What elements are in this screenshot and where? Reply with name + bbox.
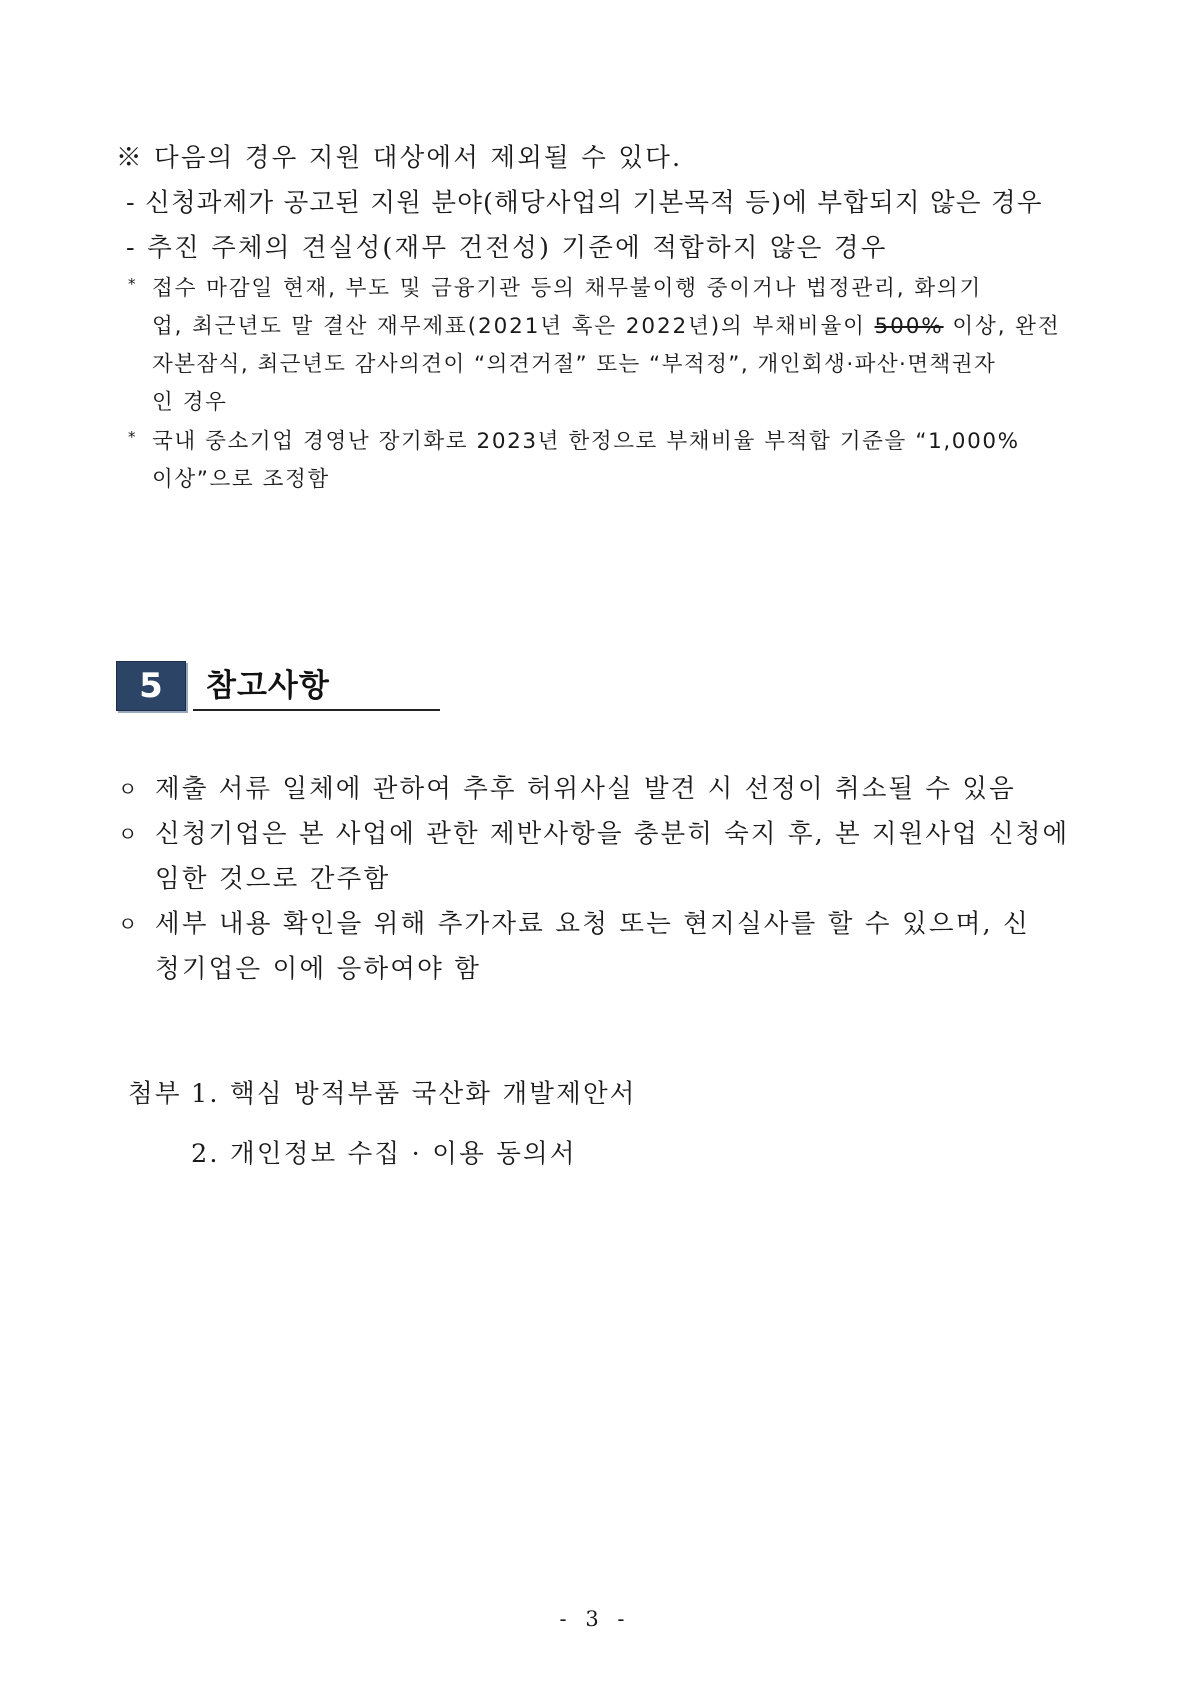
section-item-bullet: ㅇ <box>118 822 140 846</box>
section-item-3-line2: 청기업은 이에 응하여야 함 <box>155 954 482 984</box>
section-title: 참고사항 <box>206 668 330 704</box>
section-item-3-line1: 세부 내용 확인을 위해 추가자료 요청 또는 현지실사를 할 수 있으며, 신 <box>155 909 1030 939</box>
note2-line1: 국내 중소기업 경영난 장기화로 2023년 한정으로 부채비율 부적합 기준을 “1,000% <box>152 429 1020 454</box>
section-item-2-line1: 신청기업은 본 사업에 관한 제반사항을 충분히 숙지 후, 본 지원사업 신청에 <box>155 819 1070 849</box>
note2-line2: 이상”으로 조정함 <box>152 467 330 492</box>
section-item-1-line1: 제출 서류 일체에 관하여 추후 허위사실 발견 시 선정이 취소될 수 있음 <box>155 774 1016 804</box>
exclusion-item-2: - 추진 주체의 견실성(재무 건전성) 기준에 적합하지 않은 경우 <box>126 233 888 263</box>
note1-line1: 접수 마감일 현재, 부도 및 금융기관 등의 채무불이행 중이거나 법정관리, 화의기 <box>152 276 983 301</box>
section-item-2-line2: 임한 것으로 간주함 <box>155 864 391 894</box>
attachment-item-1: 1. 핵심 방적부품 국산화 개발제안서 <box>191 1079 637 1109</box>
section-number-badge: 5 <box>116 661 186 711</box>
note1-line2 <box>152 309 1061 340</box>
attachments-label: 첨부 <box>128 1079 182 1109</box>
section-item-bullet: ㅇ <box>118 912 140 936</box>
page-number: - 3 - <box>559 1607 631 1631</box>
note1-line2-before: 업, 최근년도 말 결산 재무제표(2021년 혹은 2022년)의 부채비율이 <box>152 314 875 339</box>
section-title-underline <box>193 709 440 711</box>
note1-line3: 자본잠식, 최근년도 감사의견이 “의견거절” 또는 “부적정”, 개인회생·파산·면책권자 <box>152 352 997 377</box>
note-marker: * <box>128 428 138 446</box>
exclusion-item-1: - 신청과제가 공고된 지원 분야(해당사업의 기본목적 등)에 부합되지 않은 경우 <box>126 188 1043 218</box>
note1-line2-after: 이상, 완전 <box>943 314 1061 339</box>
note1-line2-struck-value: 500% <box>874 314 944 339</box>
attachment-item-2: 2. 개인정보 수집 · 이용 동의서 <box>191 1139 577 1169</box>
note1-line4: 인 경우 <box>152 390 228 415</box>
note-marker: * <box>128 275 138 293</box>
section-item-bullet: ㅇ <box>118 777 140 801</box>
exclusion-heading: ※ 다음의 경우 지원 대상에서 제외될 수 있다. <box>116 143 683 173</box>
